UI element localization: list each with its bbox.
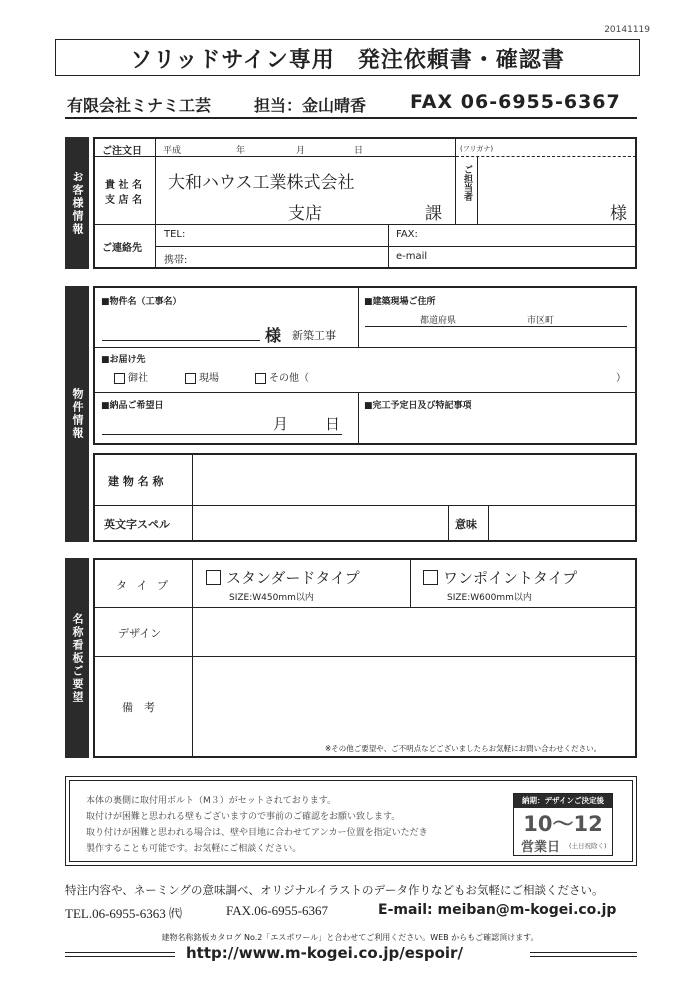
page-title: ソリッドサイン専用 発注依頼書・確認書 — [130, 48, 565, 73]
delivery-badge-header: 納期：デザインご決定後 — [514, 794, 612, 808]
divider — [388, 224, 389, 268]
completion-label: ■完工予定日及び特記事項 — [364, 401, 472, 411]
divider — [358, 287, 359, 347]
company-label-1: 貴 社 名 — [105, 180, 142, 191]
divider — [448, 505, 449, 541]
checkbox-icon — [423, 570, 438, 585]
checkbox-icon — [206, 570, 221, 585]
address-underline — [365, 326, 627, 327]
order-date-month: 月 — [296, 146, 306, 156]
divider — [358, 392, 359, 444]
order-date-label: ご注文日 — [102, 146, 142, 157]
document-code: 20141119 — [604, 25, 650, 35]
meaning-field[interactable] — [490, 507, 635, 540]
building-name-field[interactable] — [194, 455, 635, 504]
property-name-suffix: 新築工事 — [292, 329, 336, 342]
notes-field[interactable] — [194, 658, 635, 738]
delivery-other-close: ） — [616, 373, 626, 384]
side-label-request: 名称看板ご要望 — [65, 558, 89, 758]
order-date-year: 年 — [236, 146, 246, 156]
company-name: 有限会社ミナミ工芸 — [67, 96, 212, 115]
checkbox-icon — [185, 373, 196, 384]
property-name-field[interactable] — [102, 318, 260, 340]
divider — [94, 656, 636, 657]
side-label-property: 物件情報 — [65, 286, 89, 542]
side-label-customer: お客様情報 — [65, 137, 89, 269]
due-date-label: ■納品ご希望日 — [101, 401, 164, 411]
design-label: デザイン — [118, 627, 162, 640]
divider — [410, 559, 411, 607]
order-date-era: 平成 — [163, 146, 182, 156]
due-date-underline — [102, 434, 342, 435]
url-rule-right — [530, 952, 637, 953]
address-prefecture: 都道府県 — [420, 316, 457, 326]
footer-email[interactable]: E-mail: meiban@m-kogei.co.jp — [378, 902, 617, 918]
divider — [94, 347, 636, 348]
company-label-2: 支 店 名 — [105, 195, 142, 206]
mobile-field[interactable]: 携帯: — [164, 255, 188, 266]
delivery-option-site[interactable]: 現場 — [185, 369, 219, 384]
divider — [94, 392, 636, 393]
due-month: 月 — [273, 415, 289, 433]
divider — [94, 224, 636, 225]
furigana-label: (フリガナ) — [460, 145, 494, 153]
design-field[interactable] — [194, 609, 635, 655]
type-onepoint-option[interactable]: ワンポイントタイプ — [423, 567, 577, 588]
delivery-label: ■お届け先 — [101, 355, 146, 365]
delivery-badge-days: 10～12 — [523, 812, 603, 836]
section-suffix: 課 — [425, 204, 442, 224]
divider — [488, 505, 489, 541]
checkbox-icon — [114, 373, 125, 384]
divider — [192, 454, 193, 541]
delivery-badge-unit: 営業日 — [521, 840, 561, 855]
url-rule-left — [65, 956, 175, 957]
address-field[interactable] — [365, 306, 627, 326]
branch-suffix: 支店 — [288, 204, 322, 224]
type-label: タ イ プ — [116, 579, 171, 592]
english-spelling-label: 英文字スペル — [104, 518, 170, 531]
info-line-2: 取付けが困難と思われる壁もございますので事前のご確認をお願い致します。 — [86, 812, 401, 822]
divider — [94, 505, 636, 506]
divider — [155, 138, 156, 224]
consult-text: 特注内容や、ネーミングの意味調べ、オリジナルイラストのデータ作りなどもお気軽にご相談ください。 — [65, 883, 604, 897]
meaning-label: 意味 — [455, 518, 477, 531]
english-spelling-field[interactable] — [194, 507, 447, 540]
contact-person-label: ご担当者 — [462, 165, 472, 201]
property-name-underline — [102, 340, 260, 341]
address-city: 市区町 — [527, 316, 555, 326]
catalog-note: 建物名称銘板カタログ No.2「エスポワール」と合わせてご利用ください。WEB からもご確認頂けます。 — [161, 933, 539, 942]
tel-field[interactable]: TEL: — [164, 229, 186, 240]
due-day: 日 — [325, 415, 341, 433]
checkbox-icon — [255, 373, 266, 384]
property-name-honorific: 様 — [265, 326, 282, 345]
divider — [477, 156, 478, 224]
divider — [94, 607, 636, 608]
divider — [155, 224, 156, 268]
building-name-label: 建 物 名 称 — [108, 475, 164, 488]
divider — [94, 156, 456, 157]
footer-fax: FAX.06-6955-6367 — [226, 903, 328, 918]
divider — [156, 246, 636, 247]
website-url[interactable]: http://www.m-kogei.co.jp/espoir/ — [186, 944, 463, 962]
url-rule-left — [65, 952, 175, 953]
delivery-option-office[interactable]: 御社 — [114, 369, 148, 384]
info-line-1: 本体の裏側に取付用ボルト（M３）がセットされております。 — [86, 796, 337, 806]
completion-field[interactable] — [362, 412, 634, 442]
divider — [456, 156, 636, 157]
property-name-label: ■物件名（工事名） — [101, 297, 182, 307]
delivery-badge-note: (土日祝除く) — [569, 842, 607, 850]
order-date-field[interactable] — [157, 139, 454, 155]
footer-tel: TEL.06-6955-6363 ㈹ — [65, 906, 182, 921]
company-value[interactable]: 大和ハウス工業株式会社 — [168, 173, 355, 193]
order-date-day: 日 — [354, 146, 364, 156]
header-divider — [65, 117, 637, 119]
address-label: ■建築現場ご住所 — [364, 297, 436, 307]
divider — [455, 138, 456, 224]
type-standard-option[interactable]: スタンダードタイプ — [206, 567, 360, 588]
standard-size: SIZE:W450mm以内 — [229, 593, 314, 603]
email-field[interactable]: e-mail — [396, 251, 428, 262]
notes-footnote: ※その他ご要望や、ご不明点などございましたらお気軽にお問い合わせください。 — [325, 744, 602, 753]
onepoint-size: SIZE:W600mm以内 — [447, 593, 532, 603]
info-line-4: 製作することも可能です。お気軽にご相談ください。 — [86, 844, 302, 854]
notes-label: 備 考 — [122, 701, 155, 714]
fax-number: FAX 06-6955-6367 — [410, 91, 621, 113]
divider — [192, 559, 193, 757]
contact-label: ご連絡先 — [102, 243, 142, 254]
delivery-option-other[interactable]: その他（ — [255, 369, 309, 384]
fax-field[interactable]: FAX: — [396, 229, 418, 240]
info-line-3: 取り付けが困難と思われる場合は、壁や目地に合わせてアンカー位置を指定いただき — [86, 828, 428, 838]
due-date-field[interactable] — [102, 410, 342, 434]
honorific: 様 — [610, 204, 627, 224]
url-rule-right — [530, 956, 637, 957]
contact-person: 担当：金山晴香 — [254, 96, 367, 115]
